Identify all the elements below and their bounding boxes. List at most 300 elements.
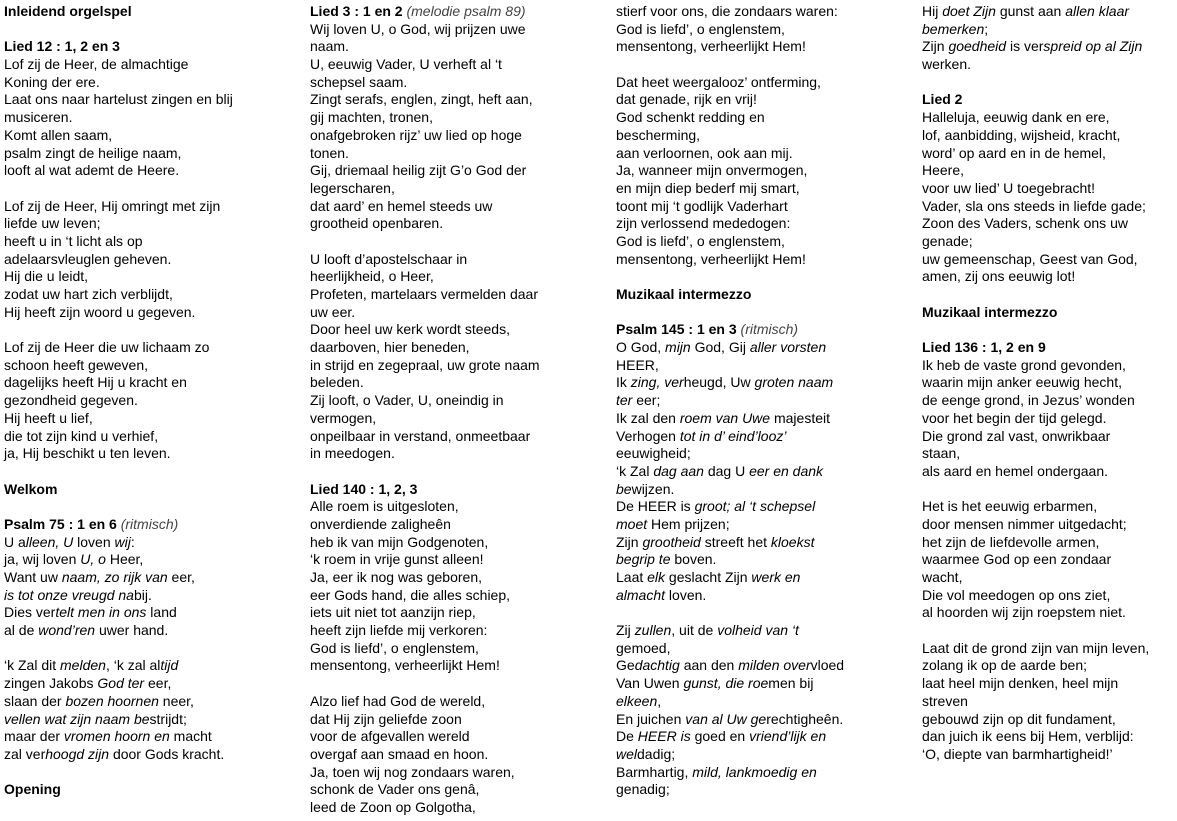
text-run: dachtig [634, 657, 680, 674]
text-run: liefde uw leven; [4, 215, 101, 232]
text-run: Wij loven U, o God, wij prijzen uwe [310, 20, 526, 37]
text-line [4, 56, 233, 74]
text-line [4, 233, 233, 251]
section-heading [4, 3, 233, 21]
text-line [616, 374, 844, 392]
text-run: uw eer. [310, 303, 356, 320]
text-run: ‘k Zal [616, 462, 654, 479]
text-line [4, 551, 233, 569]
text-run: wijzen. [631, 480, 675, 497]
text-run: Dat heet weergalooz’ ontferming, [616, 73, 821, 90]
text-run: streeft het [700, 533, 771, 550]
text-run: Alle roem is uitgesloten, [310, 498, 459, 515]
text-line [616, 410, 844, 428]
text-run: toont mij ‘t godlijk Vaderhart [616, 197, 788, 214]
text-run: heerlijkheid, o Heer, [310, 268, 434, 285]
text-line [4, 622, 233, 640]
text-run: Zijn [922, 38, 949, 55]
text-line [922, 675, 1149, 693]
text-line [922, 233, 1149, 251]
text-run: eeuwigheid; [616, 445, 691, 462]
text-run: begrip te [616, 551, 671, 568]
text-run: grootheid openbaren. [310, 215, 444, 232]
melody-note: (melodie psalm 89) [406, 3, 526, 19]
section-heading [922, 339, 1149, 357]
text-line [616, 215, 844, 233]
text-run: dag U [703, 462, 750, 479]
text-line [616, 534, 844, 552]
text-run: vloed [810, 657, 845, 674]
text-line [310, 657, 540, 675]
text-run: Hij heeft zijn woord u gegeven. [4, 303, 196, 320]
text-line [616, 428, 844, 446]
text-run: geslacht Zijn [665, 569, 752, 585]
text-run: is tot onze vreugd na [4, 586, 134, 603]
text-line [616, 746, 844, 764]
text-run: Lof zij de Heer, Hij omringt met zijn [4, 197, 221, 214]
text-line [310, 781, 540, 799]
blank-line [922, 286, 1149, 304]
text-line [4, 604, 233, 622]
column-4 [922, 3, 1149, 764]
text-run: voor uw lied’ U toegebracht! [922, 179, 1096, 196]
text-run: strijdt; [149, 710, 187, 727]
text-run: Zij [616, 622, 635, 639]
text-line [922, 428, 1149, 446]
text-run: land [146, 604, 177, 621]
text-line [310, 799, 540, 817]
text-line [310, 162, 540, 180]
text-line [310, 711, 540, 729]
section-heading [4, 781, 233, 799]
text-line [922, 215, 1149, 233]
heading-text: Welkom [4, 480, 58, 497]
text-line [922, 109, 1149, 127]
text-run: onverdiende zaligheên [310, 515, 451, 532]
text-run: stierf voor ons, die zondaars waren: [616, 3, 838, 19]
text-run: Komt allen saam, [4, 126, 113, 143]
text-line [310, 56, 540, 74]
text-run: moet [616, 515, 648, 532]
text-run: HEER is [637, 728, 691, 745]
text-run: Barmhartig, [616, 763, 693, 780]
text-line [310, 410, 540, 428]
text-line [922, 392, 1149, 410]
text-run: zingen Jakobs [4, 675, 98, 692]
text-line [4, 357, 233, 375]
blank-line [4, 463, 233, 481]
text-run: uwer hand. [95, 622, 169, 639]
text-run: werk en [751, 569, 801, 585]
text-line [4, 91, 233, 109]
text-run: God is liefd’, o englenstem, [616, 232, 785, 249]
text-line [616, 357, 844, 375]
text-run: is ver [1006, 38, 1044, 55]
text-run: vromen hoorn en [63, 728, 170, 745]
text-run: eer; [632, 392, 661, 409]
blank-line [310, 675, 540, 693]
text-run: Vader, sla ons steeds in liefde gade; [922, 197, 1146, 214]
text-run: neer, [158, 692, 194, 709]
text-line [4, 109, 233, 127]
blank-line [4, 321, 233, 339]
section-heading [310, 3, 540, 21]
text-run: eer, [167, 569, 195, 585]
text-line [616, 516, 844, 534]
text-line [310, 286, 540, 304]
text-line [616, 198, 844, 216]
text-line [4, 445, 233, 463]
text-line [616, 693, 844, 711]
text-run: voor het begin der tijd gelegd. [922, 409, 1107, 426]
text-run: De [616, 728, 638, 745]
text-run: God is liefd’, o englenstem, [616, 20, 785, 37]
text-run: Van Uwen [616, 675, 684, 692]
text-line [4, 339, 233, 357]
text-run: aan den [679, 657, 739, 674]
text-run: goed en [690, 728, 750, 745]
text-run: mijn [665, 339, 691, 356]
text-run: gunst aan [995, 3, 1066, 19]
text-line [616, 162, 844, 180]
blank-line [4, 180, 233, 198]
text-run: ; [984, 20, 989, 37]
text-run: Alzo lief had God de wereld, [310, 692, 486, 709]
text-run: bemerken [922, 20, 985, 37]
text-run: dat Hij zijn geliefde zoon [310, 710, 462, 727]
text-run: dagelijks heeft Hij u kracht en [4, 374, 187, 391]
text-run: ter [616, 392, 633, 409]
text-run: U, o [80, 551, 106, 568]
text-line [616, 109, 844, 127]
text-run: Want uw [4, 569, 62, 585]
text-line [310, 198, 540, 216]
text-run: Ja, eer ik nog was geboren, [310, 569, 482, 585]
text-line [616, 551, 844, 569]
text-line [922, 162, 1149, 180]
text-run: looft al wat ademt de Heere. [4, 162, 180, 179]
text-line [310, 38, 540, 56]
blank-line [4, 21, 233, 39]
text-run: staan, [922, 445, 961, 462]
text-run: naam. [310, 38, 349, 55]
heading-text: Lied 12 : 1, 2 en 3 [4, 38, 120, 55]
text-line [922, 145, 1149, 163]
text-line [616, 587, 844, 605]
text-run: Ja, wanneer mijn onvermogen, [616, 162, 808, 179]
text-run: Verhogen [616, 427, 680, 444]
text-line [922, 551, 1149, 569]
text-run: vermogen, [310, 409, 377, 426]
text-line [310, 74, 540, 92]
text-run: ja, wij loven [4, 551, 81, 568]
text-line [310, 551, 540, 569]
text-run: Die vol meedogen op ons ziet, [922, 586, 1111, 603]
text-run: God schenkt redding en [616, 109, 765, 126]
text-run: mensentong, verheerlijkt Hem! [310, 657, 500, 674]
heading-text: Lied 136 : 1, 2 en 9 [922, 339, 1046, 356]
text-run: Die grond zal vast, onwrikbaar [922, 427, 1111, 444]
text-line [4, 215, 233, 233]
text-line [616, 481, 844, 499]
text-line [922, 604, 1149, 622]
text-run: het zijn de liefdevolle armen, [922, 533, 1100, 550]
text-line [4, 428, 233, 446]
text-line [922, 445, 1149, 463]
blank-line [922, 481, 1149, 499]
text-run: Het is het eeuwig erbarmen, [922, 498, 1098, 515]
text-run: de eenge grond, in Jezus’ wonden [922, 392, 1135, 409]
text-run: rechtigheên. [766, 710, 844, 727]
heading-text: Psalm 145 : 1 en 3 [616, 321, 741, 338]
text-line [4, 728, 233, 746]
text-run: Door heel uw kerk wordt steeds, [310, 321, 510, 338]
text-run: bozen hoornen [65, 692, 159, 709]
text-run: onafgebroken rijz’ uw lied op hoge [310, 126, 522, 143]
text-run: Hem prijzen; [647, 515, 730, 532]
text-run: God ter [97, 675, 145, 692]
text-run: uw gemeenschap, Geest van God, [922, 250, 1138, 267]
text-line [4, 198, 233, 216]
text-run: , uit de [671, 622, 718, 639]
text-run: almacht [616, 586, 666, 603]
text-run: gij machten, tronen, [310, 109, 433, 126]
text-line [922, 534, 1149, 552]
text-run: wacht, [922, 569, 963, 585]
text-run: milden over [738, 657, 811, 674]
text-line [310, 91, 540, 109]
text-run: telt men in ons [55, 604, 147, 621]
text-line [616, 498, 844, 516]
text-run: U, eeuwig Vader, U verheft al ‘t [310, 56, 502, 73]
text-line [310, 145, 540, 163]
blank-line [4, 764, 233, 782]
text-line [616, 180, 844, 198]
heading-text: Lied 140 : 1, 2, 3 [310, 480, 418, 497]
text-line [310, 357, 540, 375]
text-run: men bij [768, 675, 814, 692]
text-run: schonk de Vader ons genâ, [310, 781, 480, 798]
text-line [616, 21, 844, 39]
text-run: streven [922, 692, 968, 709]
text-run: onpeilbaar in verstand, onmeetbaar [310, 427, 531, 444]
text-run: Lof zij de Heer die uw lichaam zo [4, 339, 210, 356]
text-line [4, 746, 233, 764]
heading-text: Lied 3 : 1 en 2 [310, 3, 407, 19]
melody-note: (ritmisch) [740, 321, 799, 338]
section-heading [4, 516, 233, 534]
text-line [4, 693, 233, 711]
blank-line [616, 604, 844, 622]
column-1 [4, 3, 233, 799]
text-run: God is liefd’, o englenstem, [310, 639, 479, 656]
text-run: slaan der [4, 692, 66, 709]
text-run: zijn verlossend mededogen: [616, 215, 791, 232]
text-run: word’ op aard en in de hemel, [922, 144, 1106, 161]
text-line [310, 534, 540, 552]
text-line [310, 251, 540, 269]
heading-text: Muzikaal intermezzo [922, 303, 1058, 320]
text-run: Laat dit de grond zijn van mijn leven, [922, 639, 1150, 656]
text-line [4, 410, 233, 428]
text-run: Hij [922, 3, 943, 19]
text-line [616, 339, 844, 357]
text-line [922, 21, 1149, 39]
text-line [616, 91, 844, 109]
text-line [616, 640, 844, 658]
text-run: Dies ver [4, 604, 56, 621]
text-run: : [130, 533, 135, 550]
text-line [310, 339, 540, 357]
text-run: aan verloornen, ook aan mij. [616, 144, 793, 161]
text-run: be [616, 480, 632, 497]
text-run: amen, zij ons eeuwig lot! [922, 268, 1076, 285]
text-line [616, 463, 844, 481]
text-run: macht [169, 728, 212, 745]
text-line [922, 640, 1149, 658]
text-run: mensentong, verheerlijkt Hem! [616, 38, 806, 55]
text-run: voor de afgevallen wereld [310, 728, 470, 745]
text-line [922, 516, 1149, 534]
text-line [616, 711, 844, 729]
text-line [310, 21, 540, 39]
text-line [310, 498, 540, 516]
text-run: schoon heeft geweven, [4, 356, 148, 373]
text-line [310, 764, 540, 782]
text-run: leed de Zoon op Golgotha, [310, 798, 476, 815]
text-line [4, 74, 233, 92]
text-line [310, 569, 540, 587]
text-run: Laat [616, 569, 648, 585]
heading-text: Psalm 75 : 1 en 6 [4, 515, 121, 532]
text-line [4, 251, 233, 269]
text-run: werken. [922, 56, 972, 73]
text-line [4, 286, 233, 304]
text-run: gemoed, [616, 639, 671, 656]
text-line [310, 109, 540, 127]
text-run: schepsel saam. [310, 73, 408, 90]
text-run: U a [4, 533, 26, 550]
text-run: eer Gods hand, die alles schiep, [310, 586, 511, 603]
heading-text: Opening [4, 781, 61, 798]
text-run: volheid van ‘t [717, 622, 799, 639]
blank-line [310, 233, 540, 251]
text-run: mild, lankmoedig en [692, 763, 817, 780]
text-line [310, 516, 540, 534]
text-line [310, 445, 540, 463]
text-line [310, 304, 540, 322]
text-line [4, 392, 233, 410]
text-run: Zij looft, o Vader, U, oneindig in [310, 392, 504, 409]
text-line [310, 374, 540, 392]
text-run: Gij, driemaal heilig zijt G’o God der [310, 162, 527, 179]
text-run: God, Gij [690, 339, 750, 356]
text-run: Ik zal den [616, 409, 680, 426]
text-run: genadig; [616, 781, 670, 798]
text-line [310, 321, 540, 339]
text-run: van al Uw ge [685, 710, 767, 727]
text-line [4, 534, 233, 552]
text-line [310, 392, 540, 410]
text-line [922, 463, 1149, 481]
melody-note: (ritmisch) [120, 515, 179, 532]
text-line [616, 38, 844, 56]
text-line [922, 498, 1149, 516]
text-line [616, 675, 844, 693]
section-heading [4, 38, 233, 56]
text-run: doet Zijn [942, 3, 996, 19]
section-heading [616, 321, 844, 339]
text-run: psalm zingt de heilige naam, [4, 144, 182, 161]
text-line [922, 374, 1149, 392]
text-run: dadig; [637, 745, 676, 762]
text-line [616, 764, 844, 782]
text-run: majesteit [770, 409, 831, 426]
text-run: Hij heeft u lief, [4, 409, 93, 426]
text-run: Ik heb de vaste grond gevonden, [922, 356, 1126, 373]
text-line [310, 604, 540, 622]
text-run: mensentong, verheerlijkt Hem! [616, 250, 806, 267]
text-run: dat aard’ en hemel steeds uw [310, 197, 493, 214]
text-run: in meedogen. [310, 445, 395, 462]
blank-line [616, 304, 844, 322]
text-run: ja, Hij beschikt u ten leven. [4, 445, 171, 462]
text-run: beleden. [310, 374, 364, 391]
text-run: ‘k roem in vrije gunst alleen! [310, 551, 484, 568]
text-run: roem van Uwe [679, 409, 771, 426]
text-run: lof, aanbidding, wijsheid, kracht, [922, 126, 1121, 143]
text-run: groot; al ‘t schepsel [694, 498, 816, 515]
text-line [616, 657, 844, 675]
text-run: Laat ons naar hartelust zingen en blij [4, 91, 233, 108]
text-run: dat genade, rijk en vrij! [616, 91, 757, 108]
blank-line [4, 498, 233, 516]
text-run: door mensen nimmer uitgedacht; [922, 515, 1127, 532]
section-heading [616, 286, 844, 304]
text-run: Heer, [105, 551, 144, 568]
text-run: kloekst [770, 533, 815, 550]
text-line [616, 781, 844, 799]
text-line [922, 251, 1149, 269]
text-line [616, 569, 844, 587]
text-line [922, 693, 1149, 711]
text-run: zodat uw hart zich verblijdt, [4, 286, 173, 302]
text-line [4, 162, 233, 180]
text-run: wel [616, 745, 638, 762]
text-line [922, 357, 1149, 375]
text-line [922, 587, 1149, 605]
blank-line [922, 74, 1149, 92]
text-run: Zingt serafs, englen, zingt, heft aan, [310, 91, 533, 108]
text-line [616, 445, 844, 463]
text-run: vriend’lijk en [749, 728, 827, 745]
section-heading [310, 481, 540, 499]
heading-text: Inleidend orgelspel [4, 3, 132, 19]
text-run: legerscharen, [310, 179, 395, 196]
text-run: gezondheid gegeven. [4, 392, 138, 409]
text-run: musiceren. [4, 109, 73, 126]
text-line [4, 569, 233, 587]
text-run: wond’ren [38, 622, 96, 639]
text-run: Lof zij de Heer, de almachtige [4, 56, 189, 73]
text-run: ‘O, diepte van barmhartigheid!’ [922, 745, 1113, 762]
text-run: al hoorden wij zijn roepstem niet. [922, 604, 1126, 621]
text-line [310, 127, 540, 145]
text-line [922, 56, 1149, 74]
text-run: dag aan [653, 462, 704, 479]
column-2 [310, 3, 540, 817]
blank-line [310, 463, 540, 481]
